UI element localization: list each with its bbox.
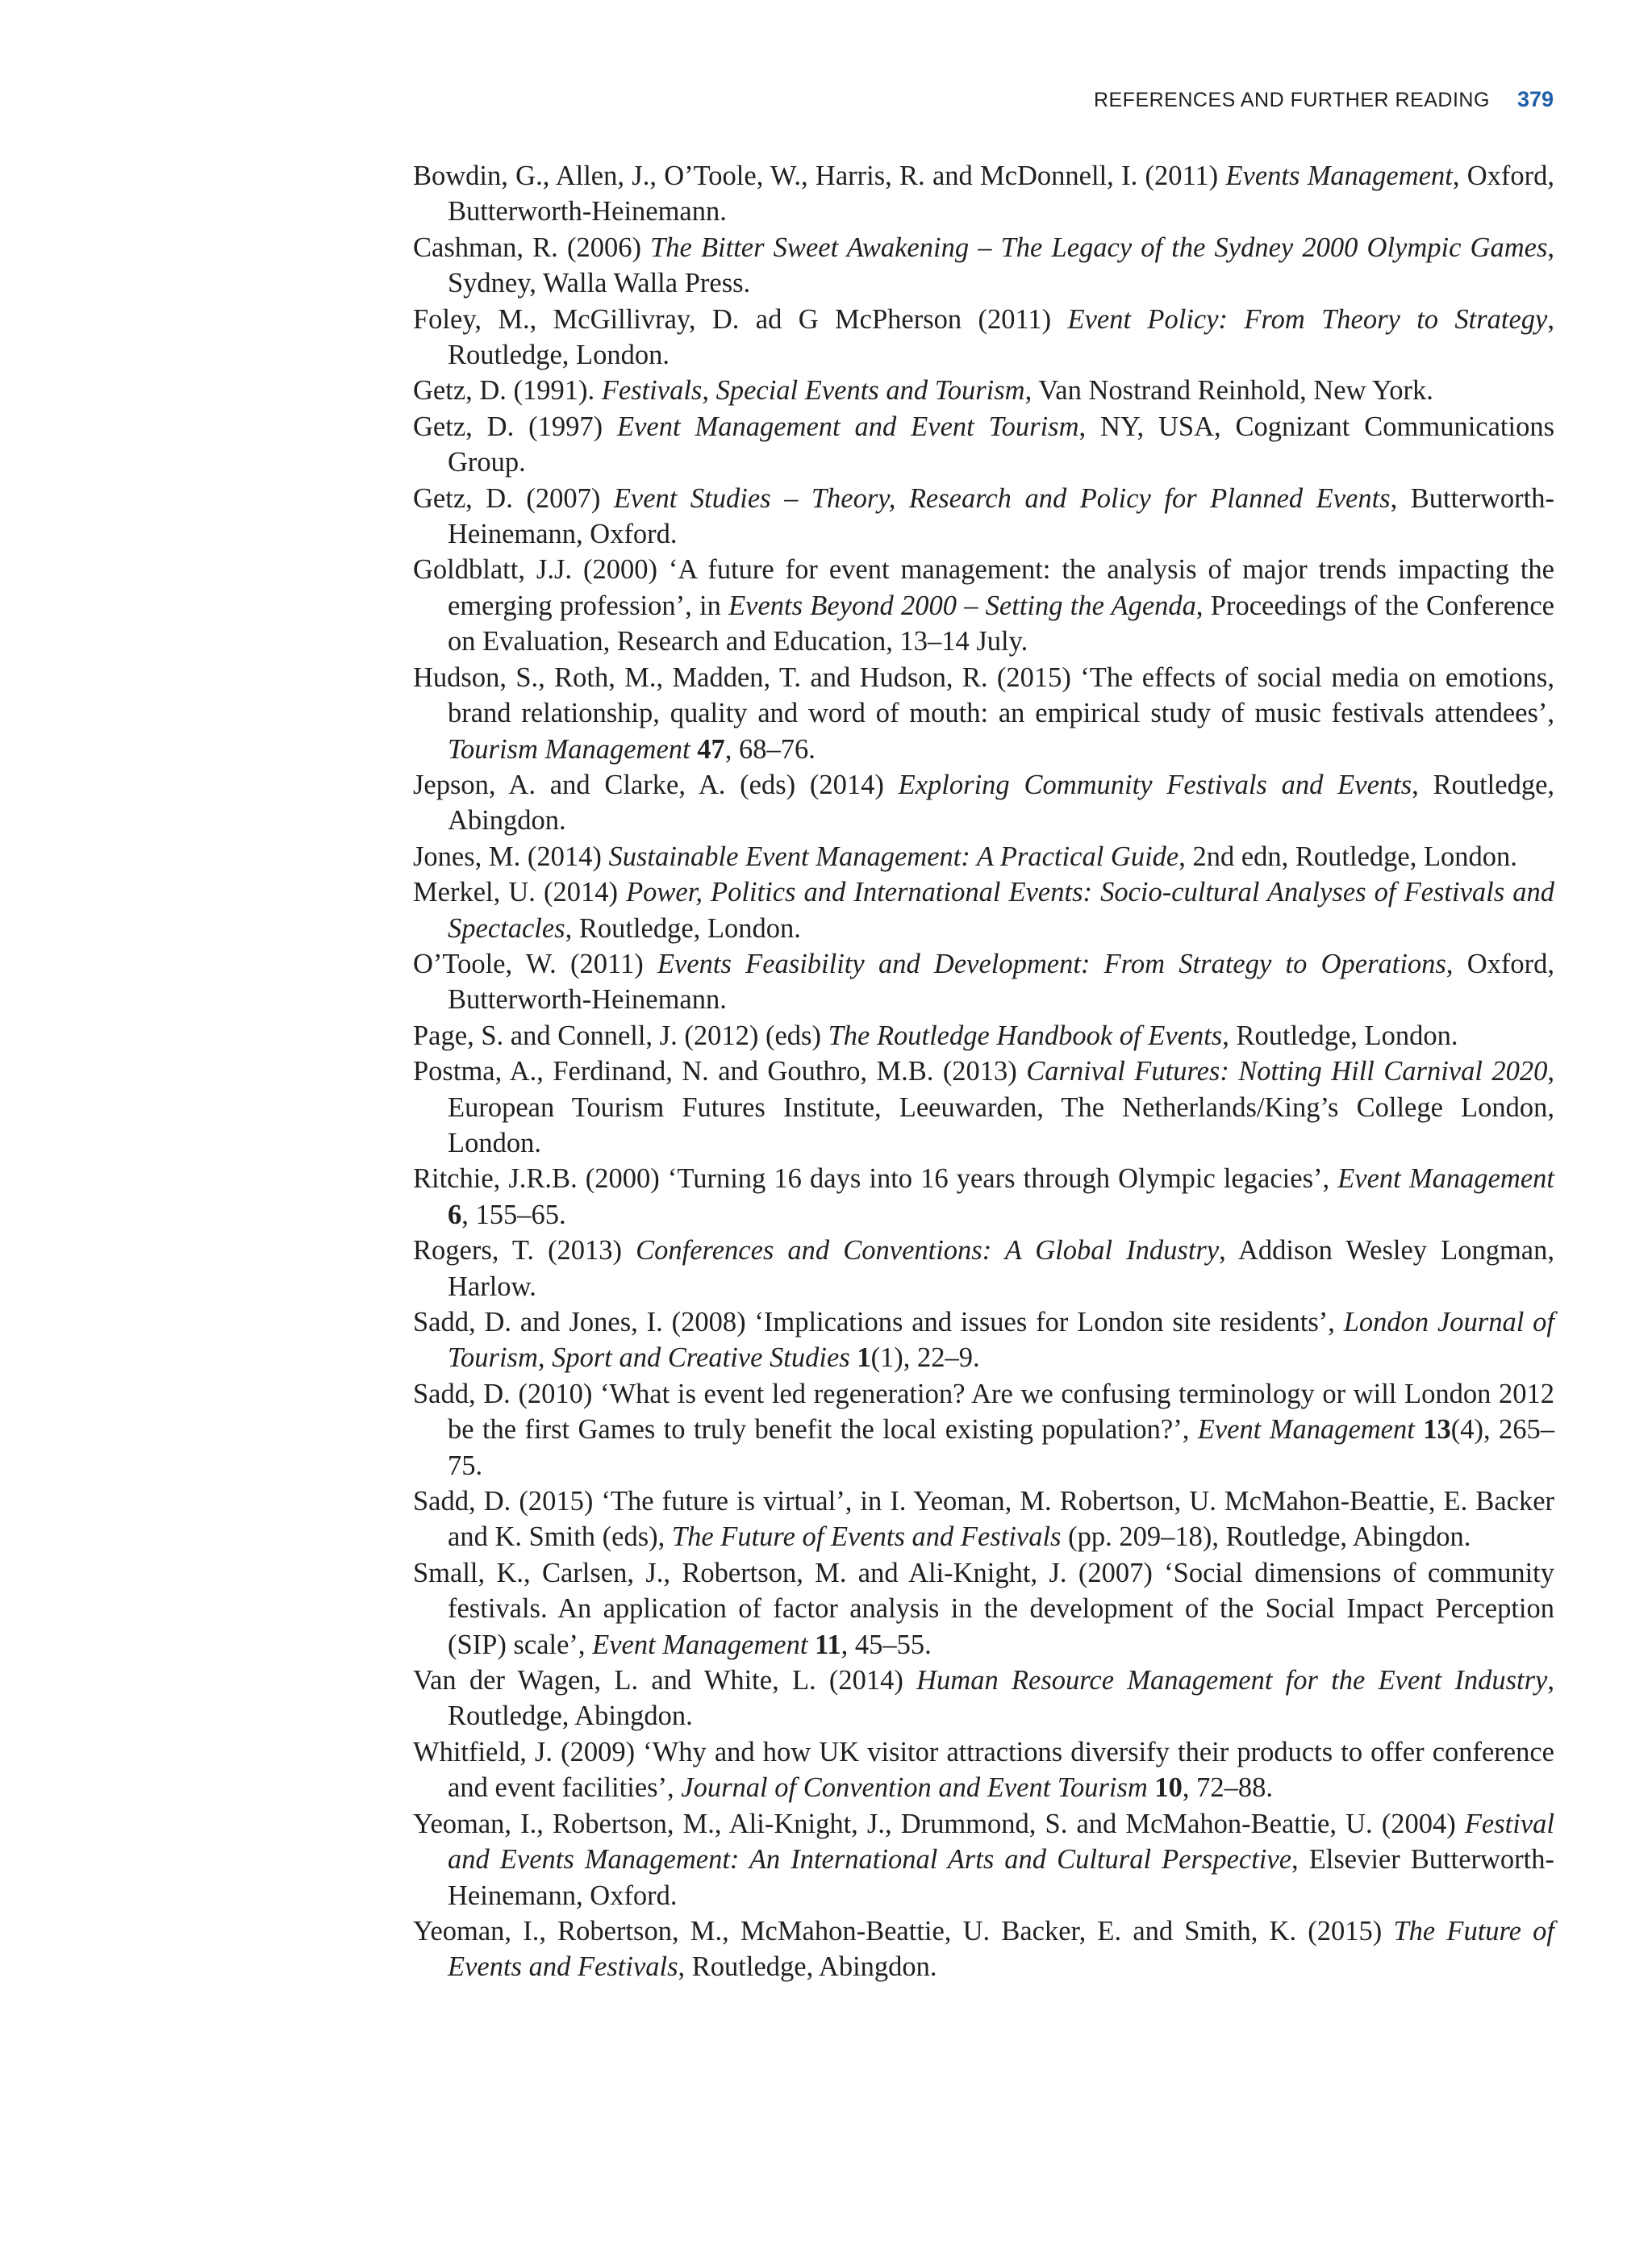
- reference-text: , Routledge, London.: [565, 912, 801, 944]
- reference-text: , Oxford, Butterworth-Heinemann.: [448, 948, 1554, 1016]
- reference-entry: [413, 946, 1554, 1018]
- reference-text: Yeoman, I., Robertson, M., McMahon-Beattie, U. Backer, E. and Smith, K. (2015): [413, 1915, 1394, 1947]
- reference-text: , 45–55.: [841, 1629, 932, 1660]
- reference-entry: [413, 1304, 1554, 1376]
- reference-text: (1), 22–9.: [870, 1342, 980, 1374]
- page-number: 379: [1516, 87, 1554, 111]
- reference-text: Postma, A., Ferdinand, N. and Gouthro, M.B. (2013): [413, 1056, 1027, 1087]
- reference-entry: [413, 1161, 1554, 1233]
- reference-text: , 2nd edn, Routledge, London.: [1179, 841, 1517, 872]
- reference-entry: [413, 1806, 1554, 1913]
- reference-title: Tourism Management: [448, 733, 690, 765]
- reference-text: , Routledge, London.: [448, 303, 1554, 371]
- reference-title: Event Policy: From Theory to Strategy: [1067, 303, 1548, 335]
- reference-entry: [413, 1018, 1554, 1054]
- reference-text: Sadd, D. (2010) ‘What is event led regeneration? Are we confusing terminology or will London 2012 be the first Games to truly benefit the local existing population?’,: [413, 1378, 1554, 1446]
- reference-title: Event Management and Event Tourism: [617, 411, 1079, 442]
- reference-volume: 1: [857, 1342, 871, 1374]
- reference-text: , Sydney, Walla Walla Press.: [448, 232, 1554, 299]
- reference-text: Small, K., Carlsen, J., Robertson, M. and Ali-Knight, J. (2007) ‘Social dimensions of community festivals. An application of factor analysis in the development of the Social Impact Perception (SIP) scale’,: [413, 1557, 1554, 1660]
- reference-entry: [413, 839, 1554, 874]
- reference-entry: [413, 552, 1554, 659]
- reference-text: Van der Wagen, L. and White, L. (2014): [413, 1665, 917, 1696]
- reference-text: Sadd, D. and Jones, I. (2008) ‘Implications and issues for London site residents’,: [413, 1307, 1344, 1337]
- reference-text: , Butterworth-Heinemann, Oxford.: [448, 482, 1554, 550]
- reference-title: Sustainable Event Management: A Practical Guide: [608, 841, 1179, 872]
- reference-volume: 11: [815, 1629, 841, 1660]
- reference-text: O’Toole, W. (2011): [413, 948, 657, 979]
- reference-entry: [413, 158, 1554, 230]
- reference-text: Foley, M., McGillivray, D. ad G McPherson (2011): [413, 303, 1068, 335]
- reference-text: Rogers, T. (2013): [413, 1235, 636, 1266]
- running-head: [1094, 87, 1554, 112]
- reference-text: Jepson, A. and Clarke, A. (eds) (2014): [413, 769, 899, 800]
- reference-entry: [413, 1555, 1554, 1663]
- reference-text: Getz, D. (2007): [413, 482, 614, 514]
- reference-text: Getz, D. (1991).: [413, 375, 602, 407]
- reference-text: Getz, D. (1997): [413, 411, 618, 442]
- reference-text: , Proceedings of the Conference on Evaluation, Research and Education, 13–14 July.: [448, 590, 1554, 657]
- reference-text: , 68–76.: [724, 733, 816, 765]
- reference-title: Festival and Events Management: An International Arts and Cultural Perspective: [448, 1808, 1554, 1876]
- reference-text: [1415, 1414, 1423, 1445]
- reference-entry: [413, 767, 1554, 839]
- reference-entry: [413, 1663, 1554, 1734]
- reference-volume: 10: [1154, 1772, 1183, 1804]
- reference-title: Exploring Community Festivals and Events: [898, 769, 1412, 800]
- reference-text: Whitfield, J. (2009) ‘Why and how UK visitor attractions diversify their products to offer conference and event facilities’,: [413, 1736, 1554, 1804]
- reference-title: Festivals, Special Events and Tourism: [601, 375, 1025, 407]
- reference-entry: [413, 1734, 1554, 1806]
- reference-text: , Routledge, Abingdon.: [678, 1951, 937, 1983]
- reference-text: , Routledge, London.: [1222, 1020, 1458, 1051]
- reference-text: Yeoman, I., Robertson, M., Ali-Knight, J., Drummond, S. and McMahon-Beattie, U. (2004): [413, 1808, 1465, 1839]
- reference-entry: [413, 230, 1554, 302]
- reference-text: [690, 734, 698, 765]
- reference-text: [807, 1630, 815, 1660]
- reference-title: Events Feasibility and Development: From Strategy to Operations: [657, 948, 1446, 979]
- reference-text: Page, S. and Connell, J. (2012) (eds): [413, 1020, 828, 1051]
- reference-entry: [413, 1913, 1554, 1985]
- running-head-title: REFERENCES AND FURTHER READING: [1093, 89, 1490, 111]
- reference-text: , Addison Wesley Longman, Harlow.: [448, 1235, 1554, 1302]
- reference-entry: [413, 1483, 1554, 1555]
- reference-title: The Bitter Sweet Awakening – The Legacy of the Sydney 2000 Olympic Games: [650, 232, 1548, 263]
- reference-volume: 6: [448, 1199, 462, 1230]
- reference-text: Hudson, S., Roth, M., Madden, T. and Hudson, R. (2015) ‘The effects of social media on emotions, brand relationship, quality and word of mouth: an empirical study of music festivals attendees’,: [413, 661, 1554, 729]
- reference-title: Event Management: [1337, 1163, 1554, 1195]
- reference-title: Journal of Convention and Event Tourism: [681, 1772, 1148, 1804]
- reference-text: Merkel, U. (2014): [413, 877, 627, 908]
- reference-text: , European Tourism Futures Institute, Leeuwarden, The Netherlands/King’s College London, London.: [448, 1056, 1554, 1158]
- reference-title: Conferences and Conventions: A Global Industry: [636, 1235, 1220, 1266]
- reference-list: [413, 158, 1554, 1985]
- reference-text: (pp. 209–18), Routledge, Abingdon.: [1061, 1521, 1471, 1553]
- reference-title: London Journal of Tourism, Sport and Creative Studies: [448, 1307, 1554, 1374]
- reference-entry: [413, 373, 1554, 408]
- reference-text: , Elsevier Butterworth-Heinemann, Oxford.: [448, 1844, 1554, 1911]
- reference-text: , Routledge, Abingdon.: [448, 769, 1555, 837]
- reference-text: , 155–65.: [461, 1199, 566, 1230]
- reference-text: , Van Nostrand Reinhold, New York.: [1024, 375, 1433, 407]
- reference-entry: [413, 874, 1554, 946]
- reference-title: The Routledge Handbook of Events: [828, 1020, 1223, 1051]
- reference-text: , Oxford, Butterworth-Heinemann.: [448, 161, 1554, 227]
- reference-text: Ritchie, J.R.B. (2000) ‘Turning 16 days into 16 years through Olympic legacies’,: [413, 1163, 1338, 1195]
- reference-entry: [413, 1054, 1554, 1161]
- reference-text: Sadd, D. (2015) ‘The future is virtual’, in I. Yeoman, M. Robertson, U. McMahon-Beattie, E. Backer and K. Smith (eds),: [413, 1486, 1554, 1553]
- reference-text: Cashman, R. (2006): [413, 232, 651, 263]
- reference-title: The Future of Events and Festivals: [671, 1521, 1062, 1553]
- reference-title: Power, Politics and International Events: Socio-cultural Analyses of Festivals and Spectacles: [448, 877, 1554, 944]
- reference-title: Event Studies – Theory, Research and Policy for Planned Events: [613, 482, 1391, 514]
- reference-entry: [413, 660, 1554, 767]
- reference-title: Event Management: [1197, 1414, 1415, 1446]
- reference-title: The Future of Events and Festivals: [448, 1915, 1554, 1983]
- reference-text: (4), 265–75.: [448, 1414, 1554, 1481]
- reference-entry: [413, 302, 1554, 373]
- reference-title: Carnival Futures: Notting Hill Carnival 2020: [1026, 1056, 1548, 1087]
- reference-title: Events Beyond 2000 – Setting the Agenda: [728, 590, 1196, 621]
- reference-entry: [413, 1376, 1554, 1483]
- reference-entry: [413, 1233, 1554, 1304]
- reference-title: Event Management: [592, 1629, 808, 1660]
- reference-text: Jones, M. (2014): [413, 841, 609, 872]
- reference-text: , Routledge, Abingdon.: [448, 1665, 1554, 1732]
- reference-title: Human Resource Management for the Event Industry: [916, 1665, 1548, 1696]
- reference-text: Bowdin, G., Allen, J., O’Toole, W., Harris, R. and McDonnell, I. (2011): [413, 161, 1226, 191]
- reference-text: Goldblatt, J.J. (2000) ‘A future for event management: the analysis of major trends impacting the emerging profession’, in: [413, 554, 1554, 621]
- reference-title: Events Management: [1225, 161, 1453, 191]
- reference-volume: 13: [1423, 1414, 1451, 1446]
- reference-entry: [413, 409, 1554, 481]
- reference-volume: 47: [697, 733, 725, 765]
- reference-entry: [413, 481, 1554, 553]
- reference-text: , 72–88.: [1182, 1772, 1274, 1804]
- reference-text: , NY, USA, Cognizant Communications Group.: [448, 411, 1555, 478]
